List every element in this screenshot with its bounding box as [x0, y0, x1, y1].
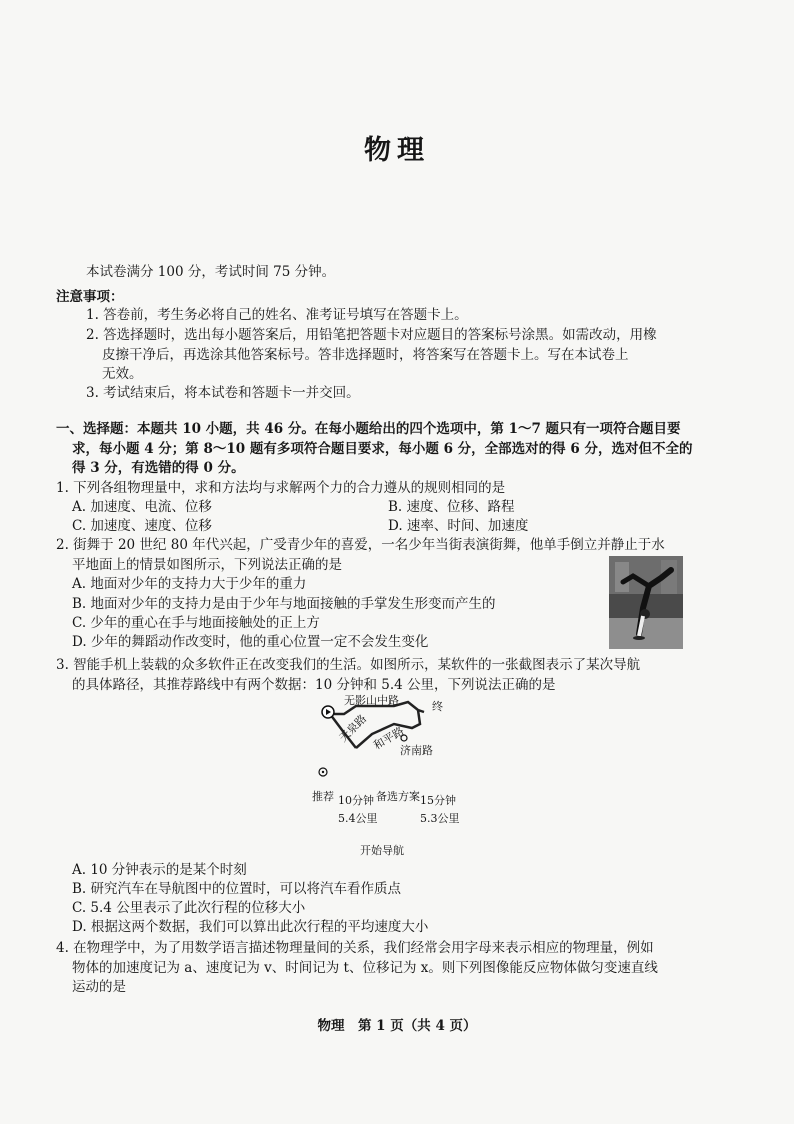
section-heading: 求，每小题 4 分；第 8～10 题有多项符合题目要求，每小题 6 分，全部选对的得 6 分，选对但不全的 — [72, 441, 693, 457]
q3-option-c: C. 5.4 公里表示了此次行程的位移大小 — [72, 900, 306, 916]
map-place-label: 济南路 — [400, 744, 433, 757]
route1-time: 10分钟 — [338, 794, 374, 807]
page-title: 物理 — [364, 135, 430, 166]
q3-stem: 的具体路径，其推荐路线中有两个数据：10 分钟和 5.4 公里，下列说法正确的是 — [72, 677, 556, 693]
route2-distance: 5.3公里 — [420, 812, 460, 825]
q3-option-a: A. 10 分钟表示的是某个时刻 — [72, 862, 247, 878]
notice-item: 1. 答卷前，考生务必将自己的姓名、准考证号填写在答题卡上。 — [86, 307, 468, 323]
map-road-label: 天泉路 — [336, 712, 370, 745]
q2-option-a: A. 地面对少年的支持力大于少年的重力 — [72, 576, 307, 592]
notice-item: 无效。 — [102, 366, 143, 382]
q3-option-d: D. 根据这两个数据，我们可以算出此次行程的平均速度大小 — [72, 919, 429, 935]
route1-distance: 5.4公里 — [338, 812, 378, 825]
notice-item: 皮擦干净后，再选涂其他答案标号。答非选择题时，将答案写在答题卡上。写在本试卷上 — [102, 347, 629, 363]
q1-option-c: C. 加速度、速度、位移 — [72, 518, 212, 534]
q3-stem: 3. 智能手机上装载的众多软件正在改变我们的生活。如图所示，某软件的一张截图表示了某次导航 — [56, 657, 641, 673]
section-heading: 得 3 分，有选错的得 0 分。 — [72, 460, 245, 476]
route2-time: 15分钟 — [420, 794, 456, 807]
q1-option-b: B. 速度、位移、路程 — [388, 499, 515, 515]
map-road-label: 和平路 — [371, 724, 407, 753]
q2-stem: 2. 街舞于 20 世纪 80 年代兴起，广受青少年的喜爱，一名少年当街表演街舞，他单手倒立并静止于水 — [56, 537, 665, 553]
notice-item: 2. 答选择题时，选出每小题答案后，用铅笔把答题卡对应题目的答案标号涂黑。如需改动，用橡 — [86, 327, 657, 343]
navigation-screenshot — [308, 690, 488, 860]
page-footer: 物理 第 1 页（共 4 页） — [317, 1018, 477, 1034]
notice-item: 3. 考试结束后，将本试卷和答题卡一并交回。 — [86, 385, 360, 401]
section-heading: 一、选择题：本题共 10 小题，共 46 分。在每小题给出的四个选项中，第 1～7 题只有一项符合题目要 — [56, 421, 681, 437]
q4-stem: 运动的是 — [72, 979, 126, 995]
start-navigation-button[interactable]: 开始导航 — [360, 844, 404, 857]
map-end-label: 终 — [432, 700, 443, 713]
q2-stem: 平地面上的情景如图所示，下列说法正确的是 — [72, 557, 342, 573]
recommend-tab[interactable]: 推荐 — [312, 790, 334, 803]
q2-option-c: C. 少年的重心在手与地面接触处的正上方 — [72, 615, 320, 631]
map-road-label: 无影山中路 — [344, 694, 399, 707]
intro-text: 本试卷满分 100 分，考试时间 75 分钟。 — [86, 264, 336, 280]
notice-heading: 注意事项： — [56, 289, 124, 305]
q1-stem: 1. 下列各组物理量中，求和方法均与求解两个力的合力遵从的规则相同的是 — [56, 480, 506, 496]
q4-stem: 4. 在物理学中，为了用数学语言描述物理量间的关系，我们经常会用字母来表示相应的物理量，例如 — [56, 940, 654, 956]
q1-option-d: D. 速率、时间、加速度 — [388, 518, 529, 534]
q2-option-b: B. 地面对少年的支持力是由于少年与地面接触的手掌发生形变而产生的 — [72, 596, 496, 612]
q2-option-d: D. 少年的舞蹈动作改变时，他的重心位置一定不会发生变化 — [72, 634, 429, 650]
q3-option-b: B. 研究汽车在导航图中的位置时，可以将汽车看作质点 — [72, 881, 402, 897]
q1-option-a: A. 加速度、电流、位移 — [72, 499, 212, 515]
street-dance-photo — [609, 556, 683, 649]
alternative-tab[interactable]: 备选方案 — [376, 790, 420, 803]
q4-stem: 物体的加速度记为 a、速度记为 v、时间记为 t、位移记为 x。则下列图像能反应物体做匀变速直线 — [72, 960, 658, 976]
